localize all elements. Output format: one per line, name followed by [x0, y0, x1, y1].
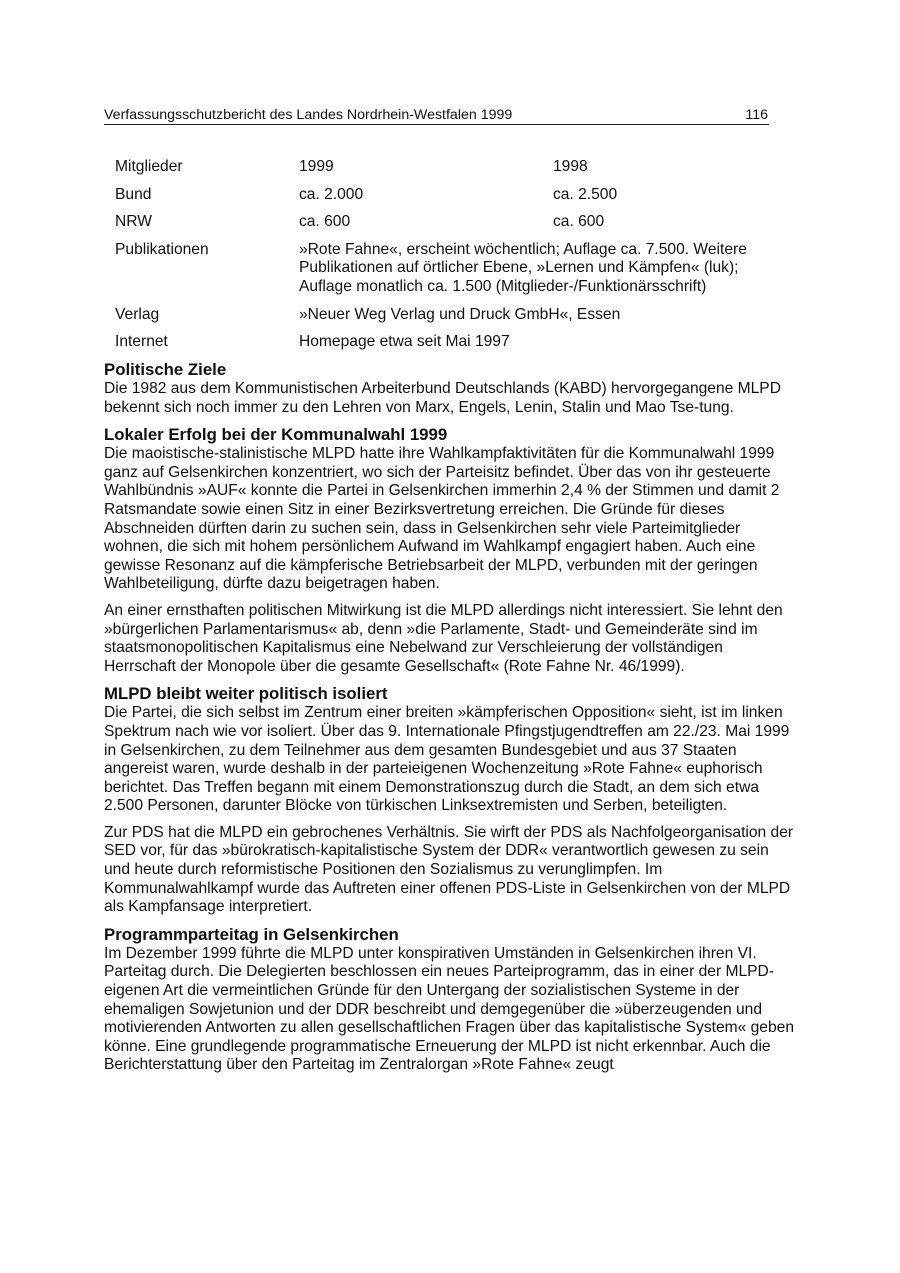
- row-value-1999: ca. 600: [299, 213, 351, 230]
- section-heading: Lokaler Erfolg bei der Kommunalwahl 1999: [104, 425, 448, 445]
- publikationen-text: »Rote Fahne«, erscheint wöchentlich; Auflage ca. 7.500. Weitere Publikationen auf örtlicher Ebene, »Lernen und Kämpfen« (luk); Auflage monatlich ca. 1.500 (Mitglieder-/Funktionärsschrift): [299, 240, 747, 295]
- section-political-goals: [104, 360, 799, 417]
- paragraph: Die 1982 aus dem Kommunistischen Arbeiterbund Deutschlands (KABD) hervorgegangene MLPD bekennt sich noch immer zu den Lehren von Marx, Engels, Lenin, Stalin und Mao Tse-tung.: [104, 380, 781, 416]
- table-row: [104, 331, 783, 359]
- row-value-1999: ca. 2.000: [299, 185, 364, 203]
- table-row: [104, 239, 783, 304]
- paragraph: Zur PDS hat die MLPD ein gebrochenes Verhältnis. Sie wirft der PDS als Nachfolgeorganisation der SED vor, für das »bürokratisch-kapitalistische System der DDR« verantwortlich gewesen zu sein und heute durch reformistische Positionen den Sozialismus zu verunglimpfen. Im Kommunalwahlkampf wurde das Auftreten einer offenen PDS-Liste in Gelsenkirchen von der MLPD als Kampfansage interpretiert.: [104, 823, 794, 916]
- table-row: [104, 184, 783, 212]
- table-row: [104, 156, 783, 184]
- table-row: [104, 304, 783, 332]
- row-value-1998: ca. 2.500: [553, 185, 618, 203]
- row-value-1998: 1998: [553, 158, 588, 175]
- page-header: [104, 107, 769, 125]
- paragraph: Im Dezember 1999 führte die MLPD unter konspirativen Umständen in Gelsenkirchen ihren VI. Parteitag durch. Die Delegierten beschlossen ein neues Parteiprogramm, das in einer der MLPD-eigenen Art die vermeintlichen Gründe für den Untergang der sozialistischen Systeme in der ehemaligen Sowjetunion und der DDR beschreibt und demgegenüber die »überzeugenden und motivierenden Antworten zu allen gesellschaftlichen Fragen über das kapitalistische System« geben könne. Eine grundlegende programmatische Erneuerung der MLPD ist nicht erkennbar. Auch die Berichterstattung über den Parteitag im Zentralorgan »Rote Fahne« zeugt: [104, 944, 794, 1074]
- paragraph: Die Partei, die sich selbst im Zentrum einer breiten »kämpferischen Opposition« sieht, ist im linken Spektrum nach wie vor isoliert. Über das 9. Internationale Pfingstjugendtreffen am 22./23. Mai 1999 in Gelsenkirchen, zu dem Teilnehmer aus dem gesamten Bundesgebiet und aus 37 Staaten angereist waren, wurde deshalb in der parteieigenen Wochenzeitung »Rote Fahne« euphorisch berichtet. Das Treffen begann mit einem Demonstrationszug durch die Stadt, an dem sich etwa 2.500 Personen, darunter Blöcke von türkischen Linksextremisten und Serben, beteiligten.: [104, 704, 790, 815]
- section-heading: Politische Ziele: [104, 360, 227, 379]
- table-row: [104, 211, 783, 239]
- section-heading: MLPD bleibt weiter politisch isoliert: [104, 684, 388, 704]
- internet-label: Internet: [115, 333, 168, 350]
- page-number: 116: [745, 107, 768, 123]
- row-label: Mitglieder: [115, 158, 183, 175]
- verlag-label: Verlag: [115, 305, 160, 323]
- facts-table: [104, 156, 783, 359]
- row-label: NRW: [115, 213, 152, 230]
- row-value-1999: 1999: [299, 158, 334, 175]
- section-local-election: [104, 425, 799, 676]
- paragraph: Die maoistische-stalinistische MLPD hatte ihre Wahlkampfaktivitäten für die Kommunalwahl 1999 ganz auf Gelsenkirchen konzentriert, wo sich der Parteisitz befindet. Über das von ihr gesteuerte Wahlbündnis »AUF« konnte die Partei in Gelsenkirchen immerhin 2,4 % der Stimmen und damit 2 Ratsmandate sowie einen Sitz in einer Bezirksvertretung erreichen. Die Gründe für dieses Abschneiden dürften darin zu suchen sein, dass in Gelsenkirchen sehr viele Parteimitglieder wohnen, die sich mit hohem persönlichem Aufwand im Wahlkampf engagiert haben. Auch eine gewisse Resonanz auf die kämpferische Betriebsarbeit der MLPD, verbunden mit der geringen Wahlbeteiligung, dürfte dazu beigetragen haben.: [104, 445, 780, 593]
- row-value-1998: ca. 600: [553, 213, 605, 230]
- verlag-text: »Neuer Weg Verlag und Druck GmbH«, Essen: [299, 305, 621, 323]
- paragraph: An einer ernsthaften politischen Mitwirkung ist die MLPD allerdings nicht interessiert. Sie lehnt den »bürgerlichen Parlamentarismus« ab, denn »die Parlamente, Stadt- und Gemeinderäte sind im staatsmonopolitischen Kapitalismus eine Nebelwand zur Verschleierung der vollständigen Herrschaft der Monopole über die gesamte Gesellschaft« (Rote Fahne Nr. 46/1999).: [104, 601, 783, 675]
- header-title: Verfassungsschutzbericht des Landes Nordrhein-Westfalen 1999: [104, 107, 513, 123]
- section-party-congress: [104, 925, 799, 1075]
- body-content: [104, 360, 799, 1083]
- row-label: Bund: [115, 185, 152, 203]
- internet-text: Homepage etwa seit Mai 1997: [299, 333, 510, 350]
- section-heading: Programmparteitag in Gelsenkirchen: [104, 924, 399, 944]
- publikationen-label: Publikationen: [115, 240, 209, 258]
- section-isolation: [104, 684, 799, 917]
